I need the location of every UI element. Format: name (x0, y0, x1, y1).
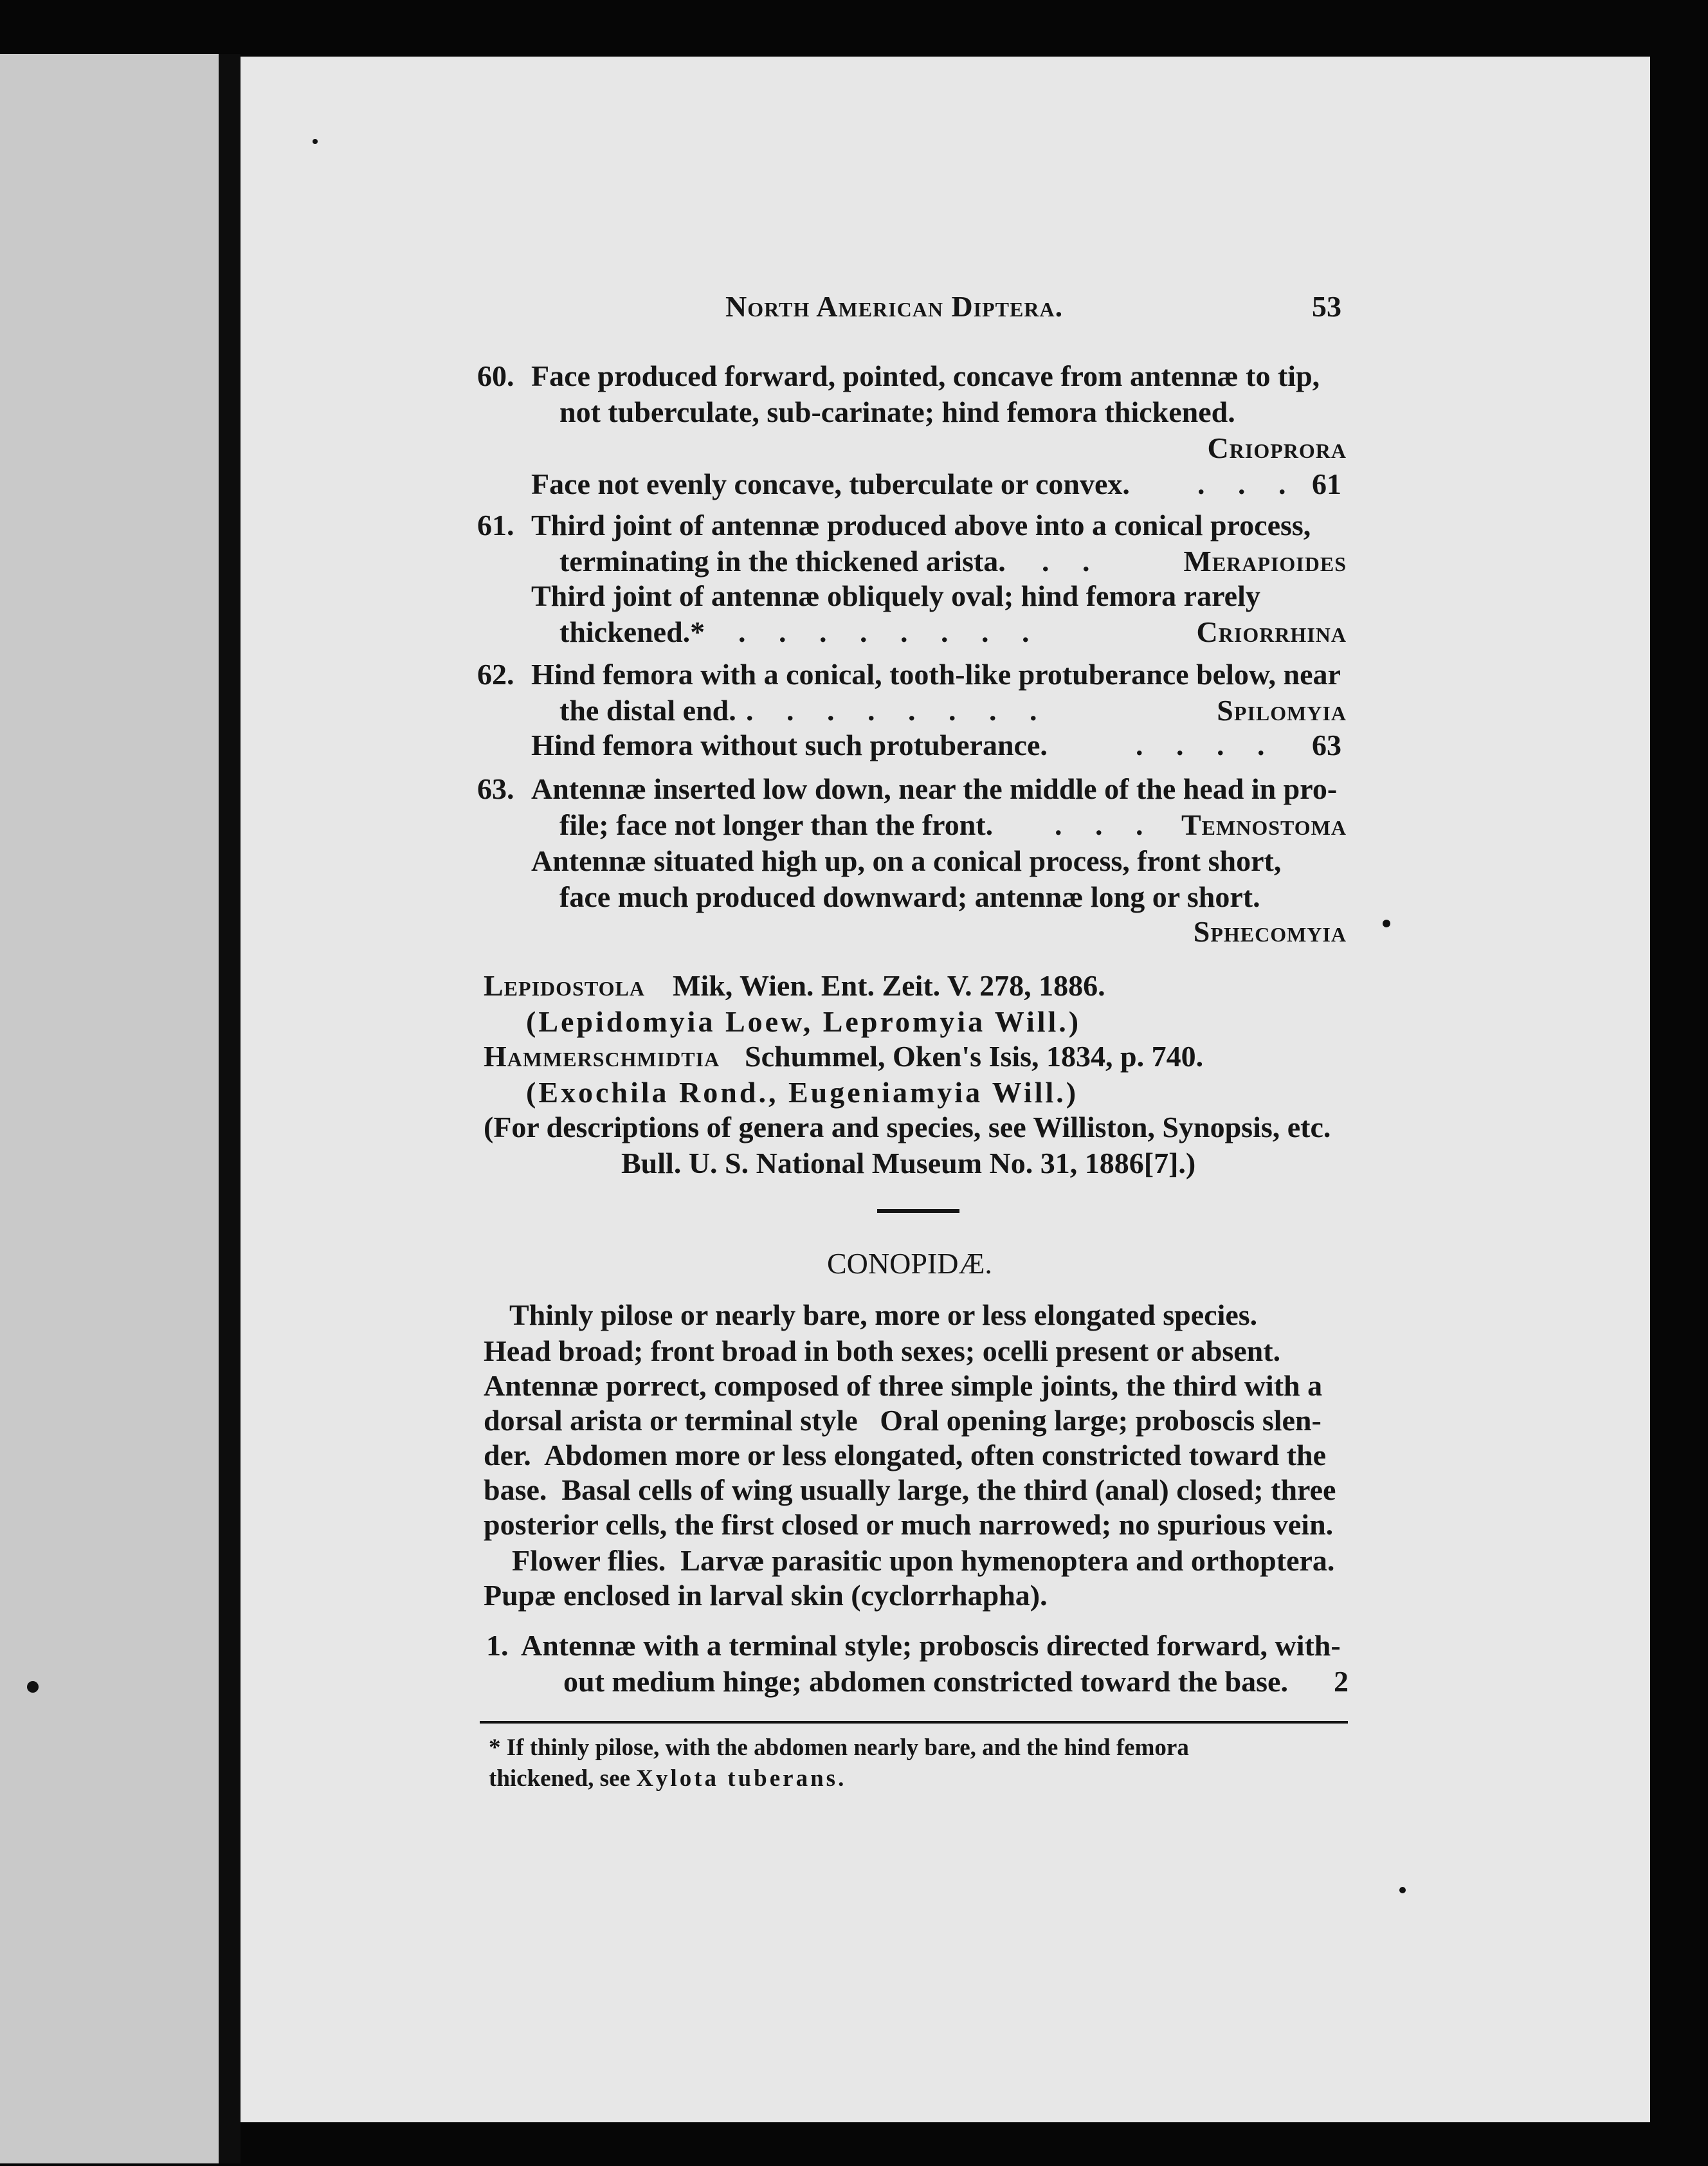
species-name: Xylota tuberans (636, 1765, 839, 1792)
section-divider (877, 1209, 959, 1213)
key-text: Third joint of antennæ produced above into a conical process, (531, 509, 1311, 542)
key-text: not tuberculate, sub-carinate; hind femora thickened. (559, 396, 1235, 428)
paragraph-line: posterior cells, the first closed or much narrowed; no spurious vein. (484, 1508, 1334, 1541)
citation: Schummel, Oken's Isis, 1834, p. 740. (745, 1040, 1204, 1073)
key-text: file; face not longer than the front. (559, 808, 994, 841)
paragraph-line: base. Basal cells of wing usually large, the third (anal) closed; three (484, 1473, 1336, 1506)
footnote-line (489, 1765, 844, 1793)
key-text: Face produced forward, pointed, concave from antennæ to tip, (531, 359, 1320, 392)
couplet-number: 62. (477, 658, 514, 691)
paragraph-line: Thinly pilose or nearly bare, more or less elongated species. (509, 1298, 1258, 1331)
key-text: the distal end. (559, 694, 736, 727)
couplet-ref: 63 (1312, 729, 1341, 761)
paragraph-line: Head broad; front broad in both sexes; ocelli present or absent. (484, 1334, 1281, 1367)
leader-dots: . . . . (1136, 729, 1265, 761)
genus-heading: Lepidostola (484, 969, 645, 1002)
couplet-number: 61. (477, 509, 514, 542)
genus-name: Sphecomyia (1193, 915, 1347, 948)
genus-name: Spilomyia (1217, 694, 1347, 727)
genus-name: Temnostoma (1181, 808, 1347, 841)
footnote-text: . (838, 1765, 844, 1792)
footnote-rule (480, 1721, 1348, 1724)
paragraph-line: Pupæ enclosed in larval skin (cyclorrhapha). (484, 1579, 1048, 1612)
citation: Mik, Wien. Ent. Zeit. V. 278, 1886. (673, 969, 1105, 1002)
leader-dots: . . . (1197, 468, 1286, 500)
page-number: 53 (1312, 290, 1341, 323)
couplet-number: 63. (477, 772, 514, 805)
synonym-list: (Lepidomyia Loew, Lepromyia Will.) (526, 1005, 1082, 1038)
key-text: out medium hinge; abdomen constricted toward the base. (563, 1665, 1288, 1698)
couplet-number: 60. (477, 359, 514, 392)
section-title: CONOPIDÆ. (827, 1247, 992, 1280)
genus-name: Merapioides (1183, 545, 1347, 578)
footnote-line: * If thinly pilose, with the abdomen nearly bare, and the hind femora (489, 1734, 1189, 1761)
leader-dots: . . (1042, 545, 1090, 578)
footnote-text: thickened, see (489, 1765, 637, 1792)
running-title: North American Diptera. (725, 290, 1064, 323)
key-text: Antennæ situated high up, on a conical process, front short, (531, 844, 1282, 877)
synonym-list: (Exochila Rond., Eugeniamyia Will.) (526, 1076, 1079, 1109)
genus-heading: Hammerschmidtia (484, 1040, 720, 1073)
key-text: face much produced downward; antennæ long or short. (559, 880, 1260, 913)
leader-dots: . . . . . . . . (746, 694, 1037, 727)
reference-note: Bull. U. S. National Museum No. 31, 1886[7].) (621, 1147, 1196, 1179)
paragraph-line: der. Abdomen more or less elongated, often constricted toward the (484, 1439, 1327, 1471)
key-text: Face not evenly concave, tuberculate or convex. (531, 468, 1130, 500)
couplet-ref: 61 (1312, 468, 1341, 500)
key-text: thickened.* (559, 615, 705, 648)
leader-dots: . . . (1055, 808, 1143, 841)
key-text: Third joint of antennæ obliquely oval; hind femora rarely (531, 579, 1260, 612)
key-text: Antennæ inserted low down, near the middle of the head in pro- (531, 772, 1338, 805)
paragraph-line: dorsal arista or terminal style Oral opening large; proboscis slen- (484, 1404, 1322, 1437)
genus-name: Criorrhina (1196, 615, 1347, 648)
couplet-number: 1. (486, 1629, 509, 1662)
leader-dots: . . . . . . . . (738, 615, 1030, 648)
key-text: Antennæ with a terminal style; proboscis directed forward, with- (521, 1629, 1341, 1662)
key-text: Hind femora without such protuberance. (531, 729, 1048, 761)
paragraph-line: Antennæ porrect, composed of three simple joints, the third with a (484, 1369, 1323, 1402)
couplet-ref: 2 (1334, 1665, 1349, 1698)
key-text: Hind femora with a conical, tooth-like protuberance below, near (531, 658, 1341, 691)
key-text: terminating in the thickened arista. (559, 545, 1006, 578)
genus-name: Crioprora (1207, 432, 1347, 464)
paragraph-line: Flower flies. Larvæ parasitic upon hymenoptera and orthoptera. (512, 1544, 1335, 1577)
reference-note: (For descriptions of genera and species, see Williston, Synopsis, etc. (484, 1111, 1331, 1143)
